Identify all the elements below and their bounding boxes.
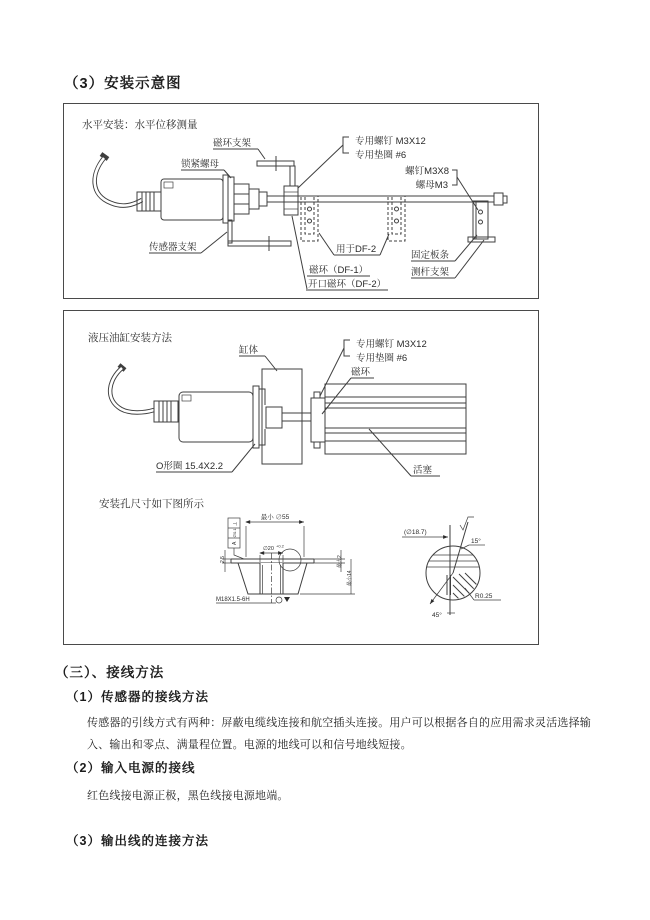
gdt-tolerance: ∅0.1	[231, 528, 237, 538]
s1-paragraph-line1: 传感器的引线方式有两种：屏蔽电缆线连接和航空插头连接。用户可以根据各自的应用需求灵活选择输	[87, 717, 591, 729]
sensor-body2	[179, 386, 265, 448]
s1-heading: （1）传感器的接线方法	[66, 690, 209, 704]
label-ring-df1: 磁环（DF-1）	[309, 265, 369, 276]
dim-2-5: 2.5	[220, 556, 226, 563]
gdt-datum: A	[232, 541, 238, 545]
label-ring-bracket: 磁环支架	[213, 138, 252, 149]
s2-heading: （2）输入电源的接线	[66, 761, 196, 775]
u-bracket-2	[388, 196, 405, 241]
label-nut-m3: 螺母M3	[415, 180, 448, 191]
s2-paragraph: 红色线接电源正极，黑色线接电源地端。	[87, 790, 289, 802]
dim-angle-15: 15°	[471, 538, 481, 545]
label-lock-nut: 锁紧螺母	[181, 159, 220, 170]
cable	[95, 154, 142, 206]
label-rod-bracket: 测杆支架	[411, 267, 450, 278]
magnet-ring2	[311, 392, 325, 448]
dim-thread: M18X1.5-6H	[216, 597, 250, 603]
cable2	[110, 365, 154, 413]
figure2-caption: 液压油缸安装方法	[88, 332, 172, 344]
dim-r0-25: R0.25	[475, 593, 493, 600]
gdt-symbol: ⊥	[232, 521, 239, 526]
cable-gland2	[154, 401, 178, 422]
dim-drawing-right	[402, 517, 501, 619]
dim-min14: 最小14	[347, 570, 353, 586]
magnet-ring-bracket	[257, 156, 295, 186]
label-special-washer2: 专用垫圈 #6	[356, 353, 408, 364]
dim-angle-45: 45°	[432, 612, 442, 619]
dim-d18-7: (∅18.7)	[404, 529, 427, 536]
sensor-bracket-shape	[228, 220, 291, 251]
dim-drawing-left	[216, 512, 355, 603]
label-special-screw2: 专用螺钉 M3X12	[356, 339, 427, 350]
label-cylinder-body: 缸体	[239, 345, 259, 356]
dim-min-d55: 最小 ∅55	[260, 514, 290, 521]
label-sensor-bracket: 传感器支架	[149, 242, 197, 253]
dim-max2: 最大2	[337, 555, 343, 568]
dim-d20: ∅20	[263, 546, 274, 552]
label-screw-m3x8: 螺钉M3X8	[405, 166, 449, 177]
figure1-caption: 水平安装：水平位移测量	[82, 119, 198, 131]
magnet-ring-df1	[284, 186, 298, 215]
figure1-box	[63, 103, 539, 299]
cylinder-block	[262, 369, 311, 464]
label-o-ring: O形圈 15.4X2.2	[156, 461, 224, 472]
label-open-ring-df2: 开口磁环（DF-2）	[308, 279, 387, 290]
wiring-heading: （三）、接线方法	[55, 665, 165, 680]
piston	[325, 384, 466, 454]
label-fixing-strip: 固定板条	[411, 250, 450, 261]
u-bracket-1	[301, 196, 318, 241]
rod-end-bracket	[468, 201, 495, 242]
page-title: （3）安装示意图	[64, 76, 182, 92]
label-for-df2: 用于DF-2	[336, 244, 377, 255]
label-special-washer: 专用垫圈 #6	[355, 150, 407, 161]
dim-d20-tol: +0.2	[276, 543, 284, 549]
figure1-drawing	[64, 104, 538, 298]
figure2-box	[63, 310, 539, 645]
hole-note: 安装孔尺寸如下图所示	[99, 498, 204, 510]
label-special-screw: 专用螺钉 M3X12	[355, 136, 426, 147]
label-magnet-ring: 磁环	[351, 367, 371, 378]
figure2-drawing	[64, 311, 538, 644]
label-piston: 活塞	[413, 465, 433, 476]
s3-heading: （3）输出线的连接方法	[66, 834, 209, 848]
s1-paragraph-line2: 入、输出和零点、满量程位置。电源的地线可以和信号地线短接。	[87, 739, 412, 751]
sensor-body	[161, 175, 267, 223]
